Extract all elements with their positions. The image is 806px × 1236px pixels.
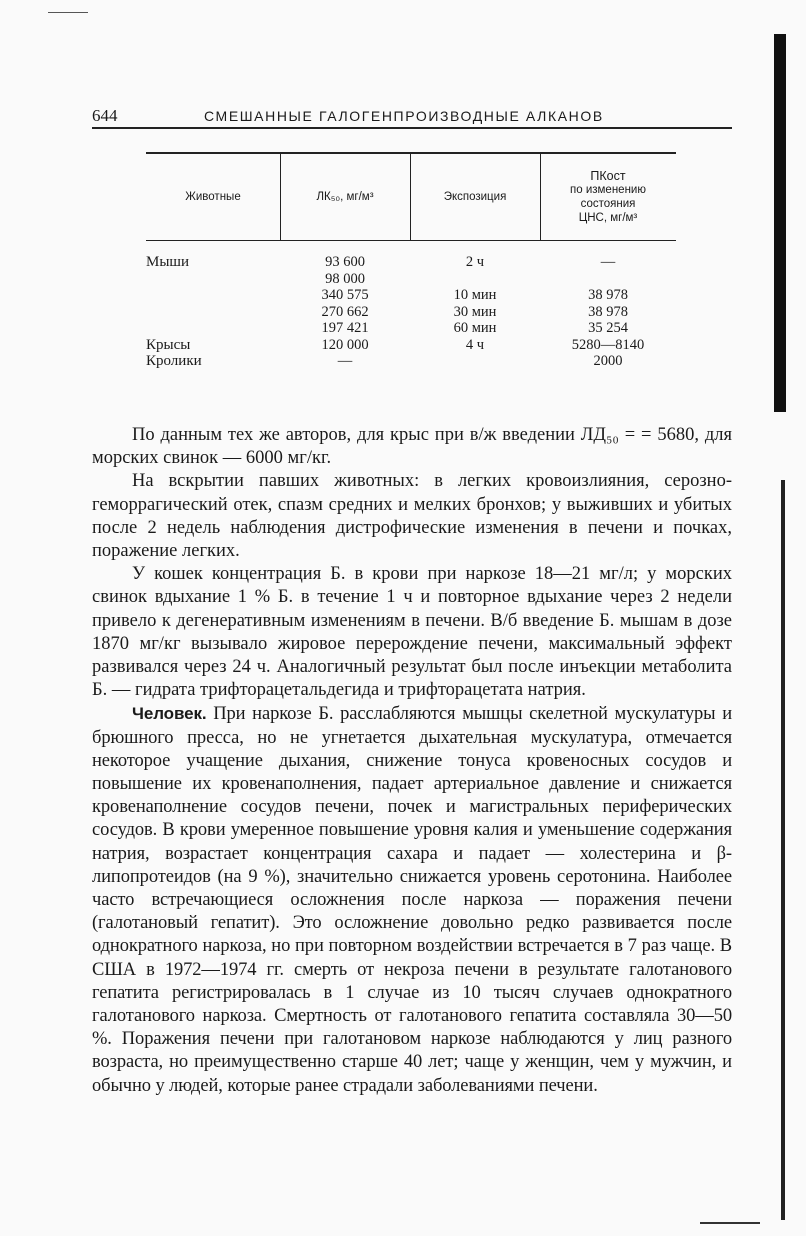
table-cell: 120 000 — [321, 336, 369, 353]
table-cell: 340 575 — [321, 287, 369, 303]
header-exposure — [410, 154, 540, 240]
scan-edge-line — [781, 480, 785, 1220]
table-cell — [146, 271, 202, 288]
table-cell — [146, 287, 202, 304]
table-cell — [146, 304, 202, 321]
scan-artifact-top — [48, 12, 88, 13]
header-exposure-label: Экспозиция — [443, 191, 507, 203]
header-pk-line2: по изменению — [570, 184, 646, 196]
table-cell: 4 ч — [465, 336, 485, 353]
table-cell: 197 421 — [321, 320, 369, 336]
table-cell: 5280—8140 — [571, 336, 645, 353]
scan-artifact-bottom — [700, 1222, 760, 1224]
header-pk-line3: состояния — [580, 198, 636, 210]
table-cell — [146, 320, 202, 337]
paragraph-human-text: При наркозе Б. расслабляются мышцы скелетной мускулатуры и брюшного пресса, но не угнетается дыхательная мускулатура, отмечается некоторое учащение дыхания, снижение тонуса кровеносных сосудов и повышение их кровенаполнения, падает артериальное давление и снижается кровенаполнение сосудов печени, почек и магистральных периферических сосудов. В крови умеренное повышение уровня калия и уменьшение содержания натрия, возрастает концентрация сахара и падает — холестерина и β-липопротеидов (на 9 %), значительно снижается уровень серотонина. Наиболее часто встречающиеся осложнения после наркоза — поражения печени (галотановый гепатит). Это осложнение довольно редко развивается после однократного наркоза, но при повторном воздействии встречается в 7 раз чаще. В США в 1972—1974 гг. смерть от некроза печени в результате галотанового гепатита регистрировалась в 1 случае из 10 тысяч случаев однократного галотанового наркоза. Смертность от галотанового гепатита составляла 30—50 %. Поражения печени при галотановом наркозе наблюдаются у лиц разного возраста, но преимущественно старше 40 лет; чаще у женщин, чем у мужчин, и обычно у людей, которые ранее страдали заболеваниями печени. — [92, 704, 732, 1096]
paragraph-rat-ld50: По данным тех же авторов, для крыс при в/ж введении ЛД₅₀ = = 5680, для морских свинок — 6000 мг/кг. — [92, 425, 732, 469]
table-cell: — — [600, 254, 616, 270]
table-cell: 30 мин — [453, 303, 497, 320]
paragraph-human — [92, 702, 732, 1097]
page-number: 644 — [92, 106, 118, 125]
table-cell: 2 ч — [465, 254, 485, 270]
header-lk50-label: ЛК₅₀, мг/м³ — [316, 191, 374, 203]
header-lk50 — [280, 154, 410, 240]
header-pk-line1: ПКост — [590, 169, 626, 183]
header-animals — [146, 154, 280, 240]
table-cell — [410, 271, 540, 288]
column-lk50 — [280, 254, 410, 370]
header-pk-ost — [540, 154, 676, 240]
table-cell: Кролики — [146, 353, 202, 369]
column-pk-ost — [540, 254, 676, 370]
table-cell: 35 254 — [588, 320, 628, 336]
table-cell: 60 мин — [453, 320, 497, 336]
table-cell: 98 000 — [325, 270, 365, 287]
column-animals — [146, 254, 202, 370]
column-exposure — [410, 254, 540, 370]
table-cell — [410, 353, 540, 370]
header-rule — [92, 127, 732, 129]
table-cell: Крысы — [146, 336, 191, 353]
header-pk-line4: ЦНС, мг/м³ — [578, 212, 638, 224]
table-cell: 38 978 — [588, 303, 628, 320]
header-animals-label: Животные — [185, 191, 241, 203]
table-header-rule — [146, 240, 676, 241]
table-cell: Мыши — [146, 254, 189, 270]
scan-edge-bar — [774, 34, 786, 412]
section-lead-human: Человек. — [132, 704, 207, 724]
table-cell: 270 662 — [321, 303, 369, 320]
table-cell: 93 600 — [325, 254, 365, 270]
table-cell — [540, 271, 676, 288]
body-text — [92, 424, 732, 1098]
paragraph-cats-guinea-pigs: У кошек концентрация Б. в крови при наркозе 18—21 мг/л; у морских свинок вдыхание 1 % Б. в течение 1 ч и повторное вдыхание через 2 недели привело к дегенеративным изменениям в печени. В/б введение Б. мышам в дозе 1870 мг/кг вызывало жировое перерождение печени, максимальный эффект развивался через 24 ч. Аналогичный результат был после инъекции метаболита Б. — гидрата трифторацетальдегида и трифторацетата натрия. — [92, 564, 732, 701]
running-title: СМЕШАННЫЕ ГАЛОГЕНПРОИЗВОДНЫЕ АЛКАНОВ — [204, 108, 604, 124]
table-cell: 10 мин — [453, 287, 497, 303]
paragraph-autopsy: На вскрытии павших животных: в легких кровоизлияния, серозно-геморрагический отек, спазм средних и мелких бронхов; у выживших и убитых после 2 недель наблюдения дистрофические изменения в печени и почках, поражение легких. — [92, 471, 732, 562]
table-cell: 2000 — [593, 353, 623, 369]
table-cell: 38 978 — [588, 287, 628, 303]
table-cell: — — [337, 353, 353, 369]
